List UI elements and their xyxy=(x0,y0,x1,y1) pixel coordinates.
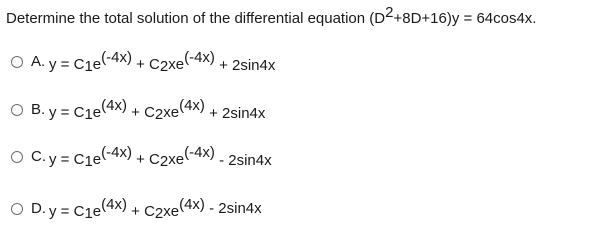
option-letter: D. xyxy=(31,200,46,217)
expr-e2: xe xyxy=(168,56,185,73)
expr-exp2: (4x) xyxy=(179,97,205,114)
expr-e2: xe xyxy=(163,203,180,220)
expr-sub1: 1 xyxy=(84,153,93,170)
expr-e1: e xyxy=(92,104,102,121)
question-text xyxy=(6,4,537,29)
option-letter: A. xyxy=(31,53,46,70)
option-d[interactable] xyxy=(11,196,591,235)
radio-c[interactable] xyxy=(11,151,23,163)
expr-tail: - 2sin4x xyxy=(204,200,262,217)
expr-exp2: (-4x) xyxy=(184,144,215,161)
expr-sub2: 2 xyxy=(154,106,164,123)
expr-tail: + 2sin4x xyxy=(214,57,276,74)
option-b[interactable] xyxy=(11,97,591,136)
expr-lhs: y = C xyxy=(49,56,85,73)
option-letter: C. xyxy=(31,148,46,165)
radio-d[interactable] xyxy=(11,203,23,215)
question-exponent: 2 xyxy=(385,4,394,21)
expr-exp1: (-4x) xyxy=(101,144,132,161)
option-expression xyxy=(49,97,266,123)
expr-sub2: 2 xyxy=(154,205,164,222)
radio-a[interactable] xyxy=(11,56,23,68)
expr-lhs: y = C xyxy=(49,151,85,168)
expr-e2: xe xyxy=(163,104,180,121)
expr-tail: - 2sin4x xyxy=(214,152,272,169)
expr-sub2: 2 xyxy=(159,153,169,170)
expr-e1: e xyxy=(92,56,102,73)
question-suffix: +8D+16)y = 64cos4x. xyxy=(393,10,537,27)
expr-plus: + C xyxy=(126,203,155,220)
radio-b[interactable] xyxy=(11,104,23,116)
expr-sub1: 1 xyxy=(84,106,93,123)
option-expression xyxy=(49,49,276,75)
expr-lhs: y = C xyxy=(49,104,85,121)
expr-sub1: 1 xyxy=(84,58,93,75)
expr-lhs: y = C xyxy=(49,203,85,220)
expr-exp1: (-4x) xyxy=(101,49,132,66)
option-expression xyxy=(49,144,272,170)
expr-plus: + C xyxy=(126,104,155,121)
option-letter: B. xyxy=(31,101,46,118)
expr-plus: + C xyxy=(131,56,160,73)
question-prefix: Determine the total solution of the differential equation (D xyxy=(6,10,386,27)
expr-exp2: (4x) xyxy=(179,196,205,213)
expr-tail: + 2sin4x xyxy=(204,105,266,122)
expr-exp1: (4x) xyxy=(101,196,127,213)
expr-exp1: (4x) xyxy=(101,97,127,114)
option-a[interactable] xyxy=(11,49,591,88)
option-expression xyxy=(49,196,262,222)
expr-e1: e xyxy=(92,151,102,168)
expr-plus: + C xyxy=(131,151,160,168)
expr-sub1: 1 xyxy=(84,205,93,222)
option-c[interactable] xyxy=(11,144,591,183)
expr-sub2: 2 xyxy=(159,58,169,75)
expr-e2: xe xyxy=(168,151,185,168)
expr-e1: e xyxy=(92,203,102,220)
expr-exp2: (-4x) xyxy=(184,49,215,66)
